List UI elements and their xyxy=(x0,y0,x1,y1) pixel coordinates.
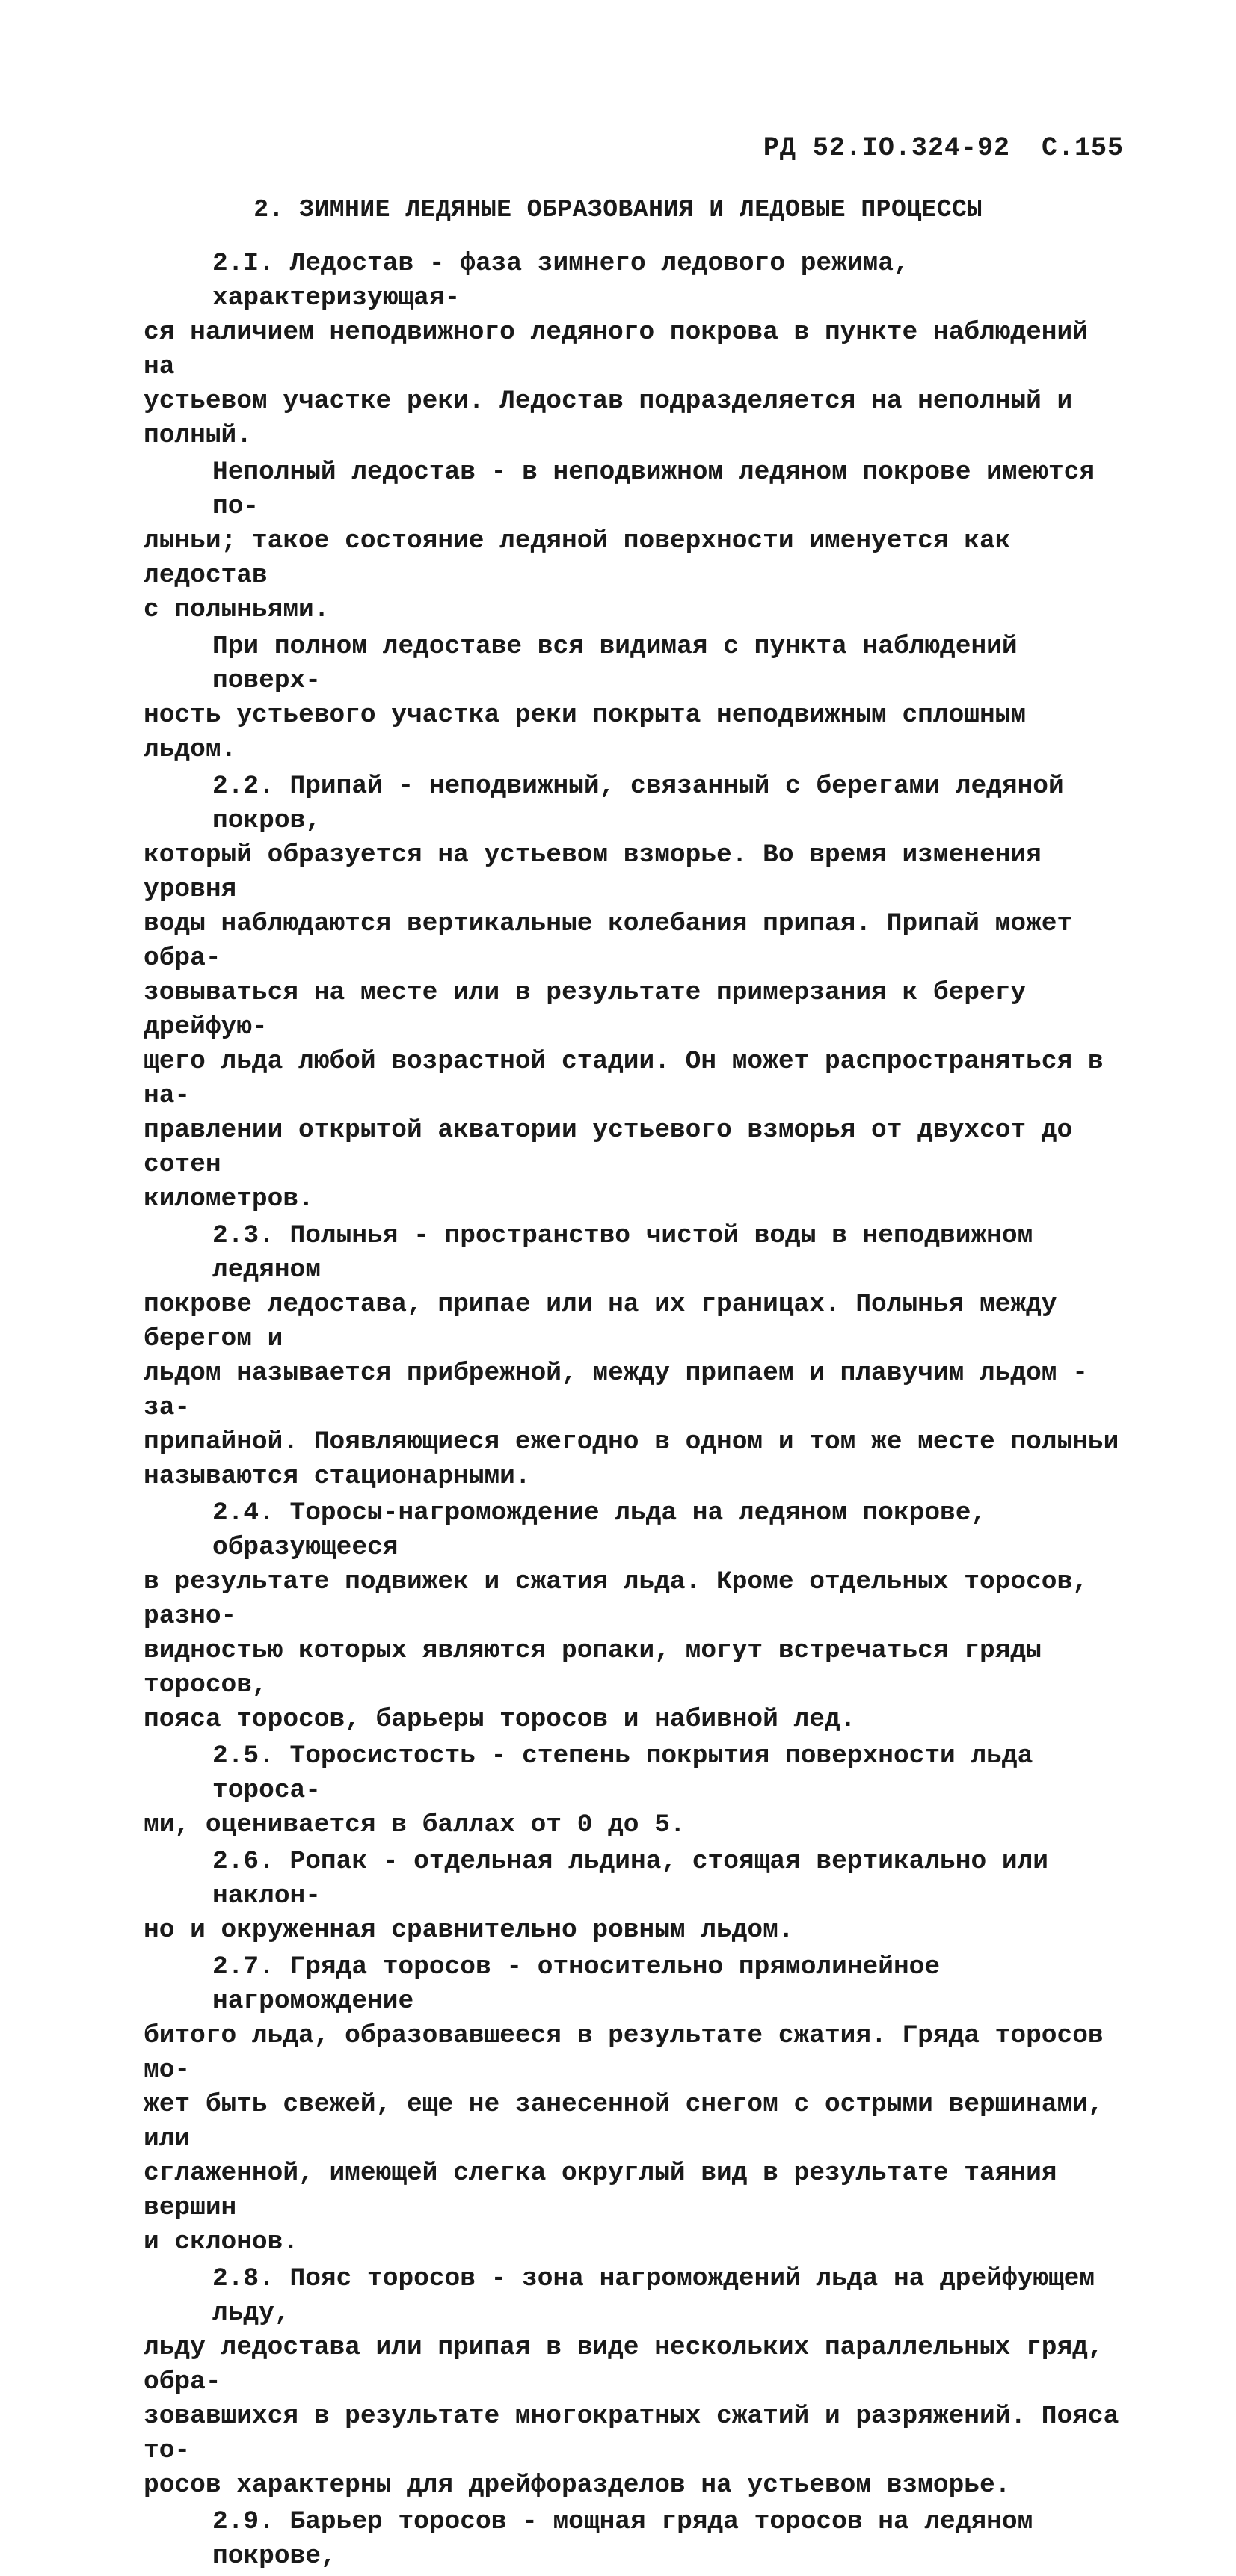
document-body xyxy=(144,247,1131,2576)
paragraph-continuation: ность устьевого участка реки покрыта неподвижным сплошным льдом. xyxy=(144,701,1027,764)
paragraph-full-freeze xyxy=(144,630,1131,767)
paragraph-first-line: При полном ледоставе вся видимая с пункта наблюдений поверх- xyxy=(212,632,1018,695)
paragraph-2-7 xyxy=(144,1950,1131,2260)
document-code: РД 52.IO.324-92 xyxy=(763,133,1010,163)
paragraph-continuation: который образуется на устьевом взморье. Во время изменения уровня воды наблюдаются вертикальные колебания припая. Припай может обра- зовываться на месте или в результате примерзания к берегу дрейфую- щего льда любой возрастной стадии. Он может распространяться в на- правлении открытой акватории устьевого взморья от двухсот до сотен километров. xyxy=(144,840,1104,1214)
paragraph-continuation: ми, оценивается в баллах от 0 до 5. xyxy=(144,1810,686,1839)
paragraph-2-9 xyxy=(144,2505,1131,2574)
paragraph-continuation: покрове ледостава, припае или на их границах. Полынья между берегом и льдом называется прибрежной, между припаем и плавучим льдом - за- припайной. Появляющиеся ежегодно в одном и том же месте полыньи называются стационарными. xyxy=(144,1290,1119,1491)
paragraph-first-line: 2.I. Ледостав - фаза зимнего ледового режима, характеризующая- xyxy=(212,249,909,313)
page-header xyxy=(763,133,1124,163)
paragraph-continuation: битого льда, образовавшееся в результате сжатия. Гряда торосов мо- жет быть свежей, еще не занесенной снегом с острыми вершинами, или сглаженной, имеющей слегка округлый вид в результате таяния вершин и склонов. xyxy=(144,2021,1104,2257)
paragraph-first-line: 2.8. Пояс торосов - зона нагромождений льда на дрейфующем льду, xyxy=(212,2264,1095,2328)
paragraph-2-2 xyxy=(144,769,1131,1217)
paragraph-continuation: ся наличием неподвижного ледяного покрова в пункте наблюдений на устьевом участке реки. Ледостав подразделяется на неполный и полный. xyxy=(144,318,1088,450)
page-number: С.155 xyxy=(1041,133,1124,163)
paragraph-first-line: Неполный ледостав - в неподвижном ледяном покрове имеются по- xyxy=(212,458,1095,521)
paragraph-partial-freeze xyxy=(144,455,1131,627)
paragraph-2-3 xyxy=(144,1219,1131,1494)
section-title: 2. ЗИМНИЕ ЛЕДЯНЫЕ ОБРАЗОВАНИЯ И ЛЕДОВЫЕ ПРОЦЕССЫ xyxy=(253,196,983,224)
paragraph-continuation: льду ледостава или припая в виде нескольких параллельных гряд, обра- зовавшихся в результате многократных сжатий и разряжений. Пояса то- росов характерны для дрейфоразделов на устьевом взморье. xyxy=(144,2333,1119,2500)
paragraph-2-5 xyxy=(144,1739,1131,1842)
paragraph-first-line: 2.6. Ропак - отдельная льдина, стоящая вертикально или наклон- xyxy=(212,1847,1048,1911)
paragraph-2-6 xyxy=(144,1845,1131,1948)
paragraph-first-line: 2.3. Полынья - пространство чистой воды в неподвижном ледяном xyxy=(212,1221,1033,1285)
paragraph-first-line: 2.7. Гряда торосов - относительно прямолинейное нагромождение xyxy=(212,1952,941,2016)
paragraph-2-1 xyxy=(144,247,1131,453)
paragraph-continuation: в результате подвижек и сжатия льда. Кроме отдельных торосов, разно- видностью которых являются ропаки, могут встречаться гряды торосов, пояса торосов, барьеры торосов и набивной лед. xyxy=(144,1567,1088,1734)
paragraph-2-8 xyxy=(144,2262,1131,2503)
paragraph-first-line: 2.9. Барьер торосов - мощная гряда торосов на ледяном покрове, xyxy=(212,2507,1033,2571)
paragraph-2-4 xyxy=(144,1496,1131,1737)
paragraph-first-line: 2.5. Торосистость - степень покрытия поверхности льда тороса- xyxy=(212,1742,1033,1805)
paragraph-continuation: лыньи; такое состояние ледяной поверхности именуется как ледостав с полыньями. xyxy=(144,526,1011,624)
paragraph-first-line: 2.4. Торосы-нагромождение льда на ледяном покрове, образующееся xyxy=(212,1498,987,1562)
paragraph-continuation: но и окруженная сравнительно ровным льдом. xyxy=(144,1916,794,1945)
paragraph-first-line: 2.2. Припай - неподвижный, связанный с берегами ледяной покров, xyxy=(212,772,1064,835)
